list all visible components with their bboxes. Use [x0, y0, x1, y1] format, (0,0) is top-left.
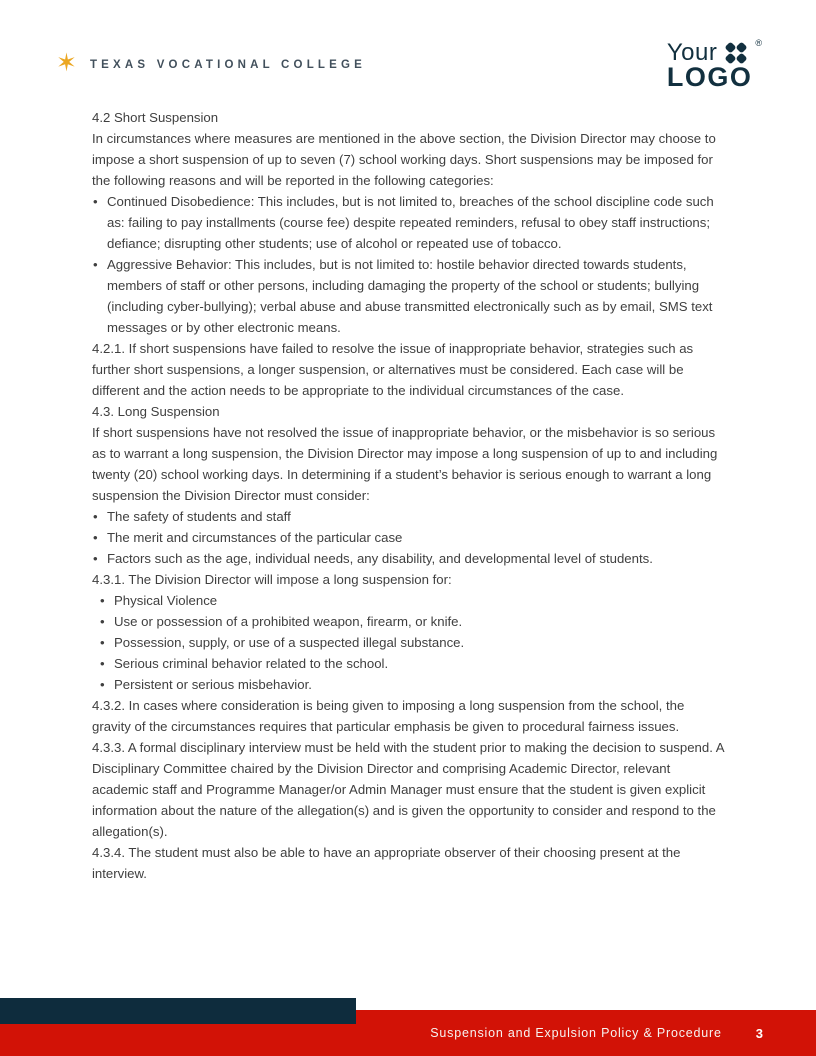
list-item: • Factors such as the age, individual needs, any disability, and developmental level of students.: [92, 548, 726, 569]
bullet-list-long-suspension-considerations: [92, 506, 726, 569]
bullet-list-short-suspension-reasons: [92, 191, 726, 338]
section-heading-4-2: 4.2 Short Suspension: [92, 110, 219, 125]
star-icon: ✶: [56, 49, 77, 77]
section-heading-4-3: 4.3. Long Suspension: [92, 404, 220, 419]
paragraph-4-2-1: 4.2.1. If short suspensions have failed to resolve the issue of inappropriate behavior, strategies such as further short suspensions, a longer suspension, or alternatives must be considered. Each case will be different and the action needs to be appropriate to the individual circumstances of the case.: [92, 341, 694, 398]
page-number: 3: [755, 1025, 763, 1041]
list-item: • Possession, supply, or use of a suspected illegal substance.: [92, 632, 726, 653]
list-item: • The safety of students and staff: [92, 506, 726, 527]
paragraph-4-3-3: 4.3.3. A formal disciplinary interview must be held with the student prior to making the decision to suspend. A Disciplinary Committee chaired by the Division Director and comprising Academic Director, relevant academic staff and Programme Manager/or Admin Manager must ensure that the student is given explicit information about the nature of the allegation(s) and is given the opportunity to consider and respond to the allegation(s).: [92, 740, 724, 839]
list-item: • Use or possession of a prohibited weapon, firearm, or knife.: [92, 611, 726, 632]
logo-text-logo: LOGO: [666, 62, 753, 92]
list-item: • Continued Disobedience: This includes, but is not limited to, breaches of the school discipline code such as: failing to pay installments (course fee) despite repeated reminders, refusal to obey staff instructions; defiance; disrupting other students; use of alcohol or repeated use of tobacco.: [92, 191, 726, 254]
footer-document-title: Suspension and Expulsion Policy & Procedure: [430, 1026, 722, 1040]
logo-text-your: Your: [666, 39, 718, 66]
company-logo: [667, 40, 762, 91]
list-item: • Physical Violence: [92, 590, 726, 611]
list-item: • The merit and circumstances of the particular case: [92, 527, 726, 548]
list-item: • Persistent or serious misbehavior.: [92, 674, 726, 695]
list-item: • Aggressive Behavior: This includes, but is not limited to: hostile behavior directed towards students, members of staff or other persons, including damaging the property of the school or students; bullying (including cyber-bullying); verbal abuse and abuse transmitted electronically such as by email, SMS text messages or by other electronic means.: [92, 254, 726, 338]
college-name: TEXAS VOCATIONAL COLLEGE: [89, 58, 367, 71]
bullet-list-long-suspension-grounds: [92, 590, 726, 695]
list-item: • Serious criminal behavior related to the school.: [92, 653, 726, 674]
paragraph-4-3-intro: If short suspensions have not resolved the issue of inappropriate behavior, or the misbehavior is so serious as to warrant a long suspension, the Division Director may impose a long suspension of up to and including twenty (20) school working days. In determining if a student’s behavior is serious enough to warrant a long suspension the Division Director must consider:: [92, 425, 718, 503]
paragraph-4-3-1: 4.3.1. The Division Director will impose a long suspension for:: [92, 572, 452, 587]
registered-mark: ®: [755, 38, 762, 48]
policy-body: [92, 107, 726, 884]
paragraph-4-2-intro: In circumstances where measures are mentioned in the above section, the Division Director may choose to impose a short suspension of up to seven (7) school working days. Short suspensions may be imposed for the following reasons and will be reported in the following categories:: [92, 131, 716, 188]
college-brand: [56, 49, 367, 77]
paragraph-4-3-4: 4.3.4. The student must also be able to have an appropriate observer of their choosing present at the interview.: [92, 845, 681, 881]
footer-navy-bar: [0, 998, 356, 1024]
paragraph-4-3-2: 4.3.2. In cases where consideration is being given to imposing a long suspension from the school, the gravity of the circumstances requires that particular emphasis be given to procedural fairness issues.: [92, 698, 685, 734]
